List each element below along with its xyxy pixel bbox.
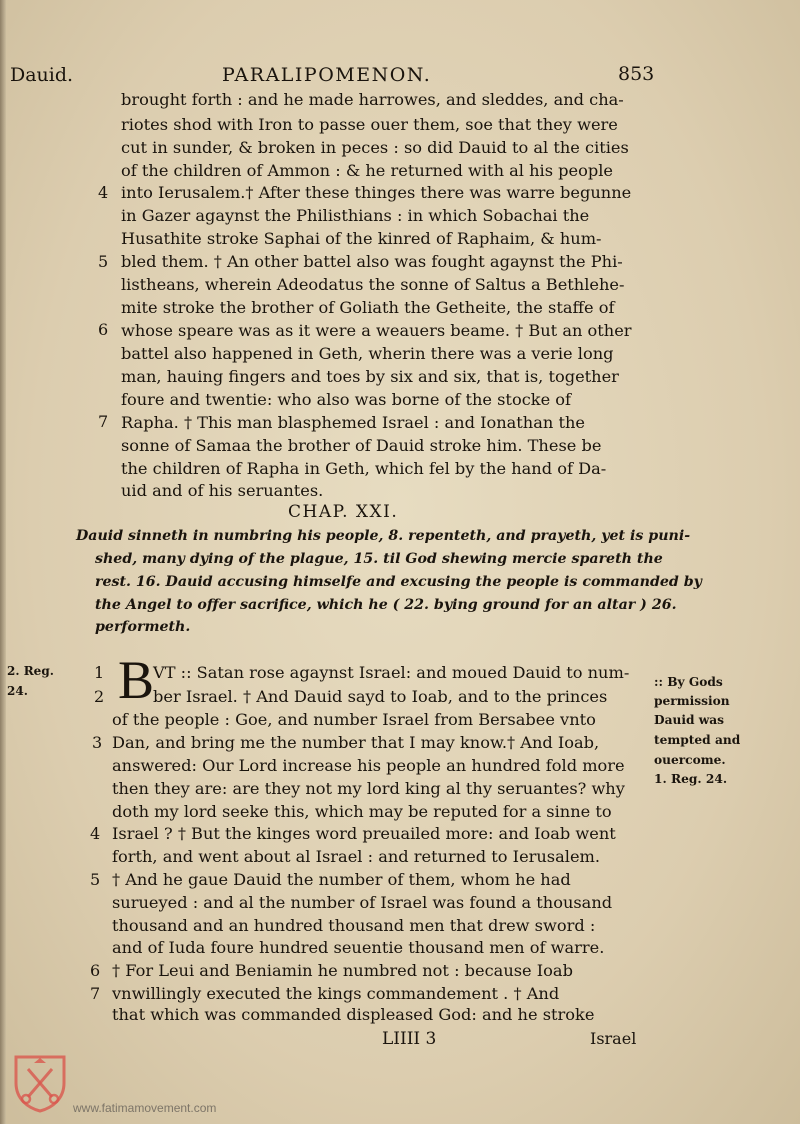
text-line: riotes shod with Iron to passe ouer them, soe that they were	[121, 115, 618, 134]
left-margin-reference-number: 24.	[7, 684, 28, 698]
verse-number: 4	[98, 183, 109, 202]
text-line: ber Israel. † And Dauid sayd to Ioab, and to the princes	[153, 687, 608, 706]
papal-keys-shield-icon	[12, 1053, 68, 1113]
verse-number: 6	[98, 320, 109, 339]
text-line: † And he gaue Dauid the number of them, whom he had	[112, 870, 571, 889]
text-line: answered: Our Lord increase his people an hundred fold more	[112, 756, 625, 775]
running-head-left: Dauid.	[10, 64, 74, 86]
text-line: bled them. † An other battel also was fought agaynst the Phi-	[121, 252, 623, 271]
verse-number: 7	[90, 984, 101, 1003]
text-line: and of Iuda foure hundred seuentie thousand men of warre.	[112, 938, 605, 957]
margin-note-reference: 1. Reg. 24.	[654, 772, 728, 786]
text-line: brought forth : and he made harrowes, and sleddes, and cha-	[121, 90, 624, 109]
margin-note-line: tempted and	[654, 733, 741, 747]
text-line: cut in sunder, & broken in peces : so did Dauid to al the cities	[121, 138, 629, 157]
text-line: of the children of Ammon : & he returned with al his people	[121, 161, 613, 180]
text-line: † For Leui and Beniamin he numbred not : because Ioab	[112, 961, 573, 980]
argument-line: the Angel to offer sacrifice, which he ( 22. bying ground for an altar ) 26.	[95, 597, 677, 613]
running-head-title: PARALIPOMENON.	[222, 64, 432, 86]
argument-line: Dauid sinneth in numbring his people, 8. repenteth, and prayeth, yet is puni-	[76, 528, 691, 544]
text-line: Dan, and bring me the number that I may know.† And Ioab,	[112, 733, 600, 752]
text-line: VT :: Satan rose agaynst Israel: and moued Dauid to num-	[153, 663, 630, 682]
text-line: forth, and went about al Israel : and returned to Ierusalem.	[112, 847, 601, 866]
verse-number: 2	[94, 687, 105, 706]
margin-note-line: Dauid was	[654, 713, 724, 727]
margin-note-line: ouercome.	[654, 753, 726, 767]
text-line: uid and of his seruantes.	[121, 481, 324, 500]
argument-line: rest. 16. Dauid accusing himselfe and excusing the people is commanded by	[95, 574, 702, 590]
dropcap-initial: B	[118, 650, 155, 710]
text-line: Israel ? † But the kinges word preuailed more: and Ioab went	[112, 824, 616, 843]
verse-number: 7	[98, 412, 109, 431]
left-margin-reference: 2. Reg.	[7, 664, 54, 678]
page-spine-edge	[0, 0, 6, 1124]
text-line: Husathite stroke Saphai of the kinred of Raphaim, & hum-	[121, 229, 602, 248]
text-line: sonne of Samaa the brother of Dauid stroke him. These be	[121, 436, 602, 455]
text-line: mite stroke the brother of Goliath the Getheite, the staffe of	[121, 298, 615, 317]
text-line: into Ierusalem.† After these thinges there was warre begunne	[121, 183, 632, 202]
text-line: of the people : Goe, and number Israel from Bersabee vnto	[112, 710, 596, 729]
argument-line: shed, many dying of the plague, 15. til God shewing mercie spareth the	[95, 551, 663, 567]
verse-number: 4	[90, 824, 101, 843]
argument-line: performeth.	[95, 619, 191, 635]
text-line: battel also happened in Geth, wherin there was a verie long	[121, 344, 614, 363]
text-line: that which was commanded displeased God: and he stroke	[112, 1005, 595, 1024]
text-line: thousand and an hundred thousand men that drew sword :	[112, 916, 596, 935]
text-line: whose speare was as it were a weauers beame. † But an other	[121, 321, 632, 340]
text-line: Rapha. † This man blasphemed Israel : and Ionathan the	[121, 413, 585, 432]
chapter-heading: CHAP. XXI.	[288, 502, 399, 522]
verse-number: 6	[90, 961, 101, 980]
text-line: in Gazer agaynst the Philisthians : in which Sobachai the	[121, 206, 590, 225]
text-line: man, hauing fingers and toes by six and six, that is, together	[121, 367, 619, 386]
verse-number: 5	[90, 870, 101, 889]
printer-signature: LIIII 3	[382, 1029, 437, 1049]
website-watermark[interactable]: www.fatimamovement.com	[73, 1101, 217, 1115]
margin-note-line: permission	[654, 694, 730, 708]
verse-number: 1	[94, 663, 105, 682]
text-line: foure and twentie: who also was borne of the stocke of	[121, 390, 572, 409]
text-line: doth my lord seeke this, which may be reputed for a sinne to	[112, 802, 612, 821]
verse-number: 5	[98, 252, 109, 271]
text-line: the children of Rapha in Geth, which fel by the hand of Da-	[121, 459, 607, 478]
verse-number: 3	[92, 733, 103, 752]
margin-note-line: :: By Gods	[654, 675, 723, 689]
text-line: vnwillingly executed the kings commandement . † And	[112, 984, 560, 1003]
page-number: 853	[618, 63, 655, 85]
catchword: Israel	[590, 1029, 637, 1048]
text-line: listheans, wherein Adeodatus the sonne of Saltus a Bethlehe-	[121, 275, 625, 294]
text-line: then they are: are they not my lord king al thy seruantes? why	[112, 779, 625, 798]
text-line: surueyed : and al the number of Israel was found a thousand	[112, 893, 613, 912]
